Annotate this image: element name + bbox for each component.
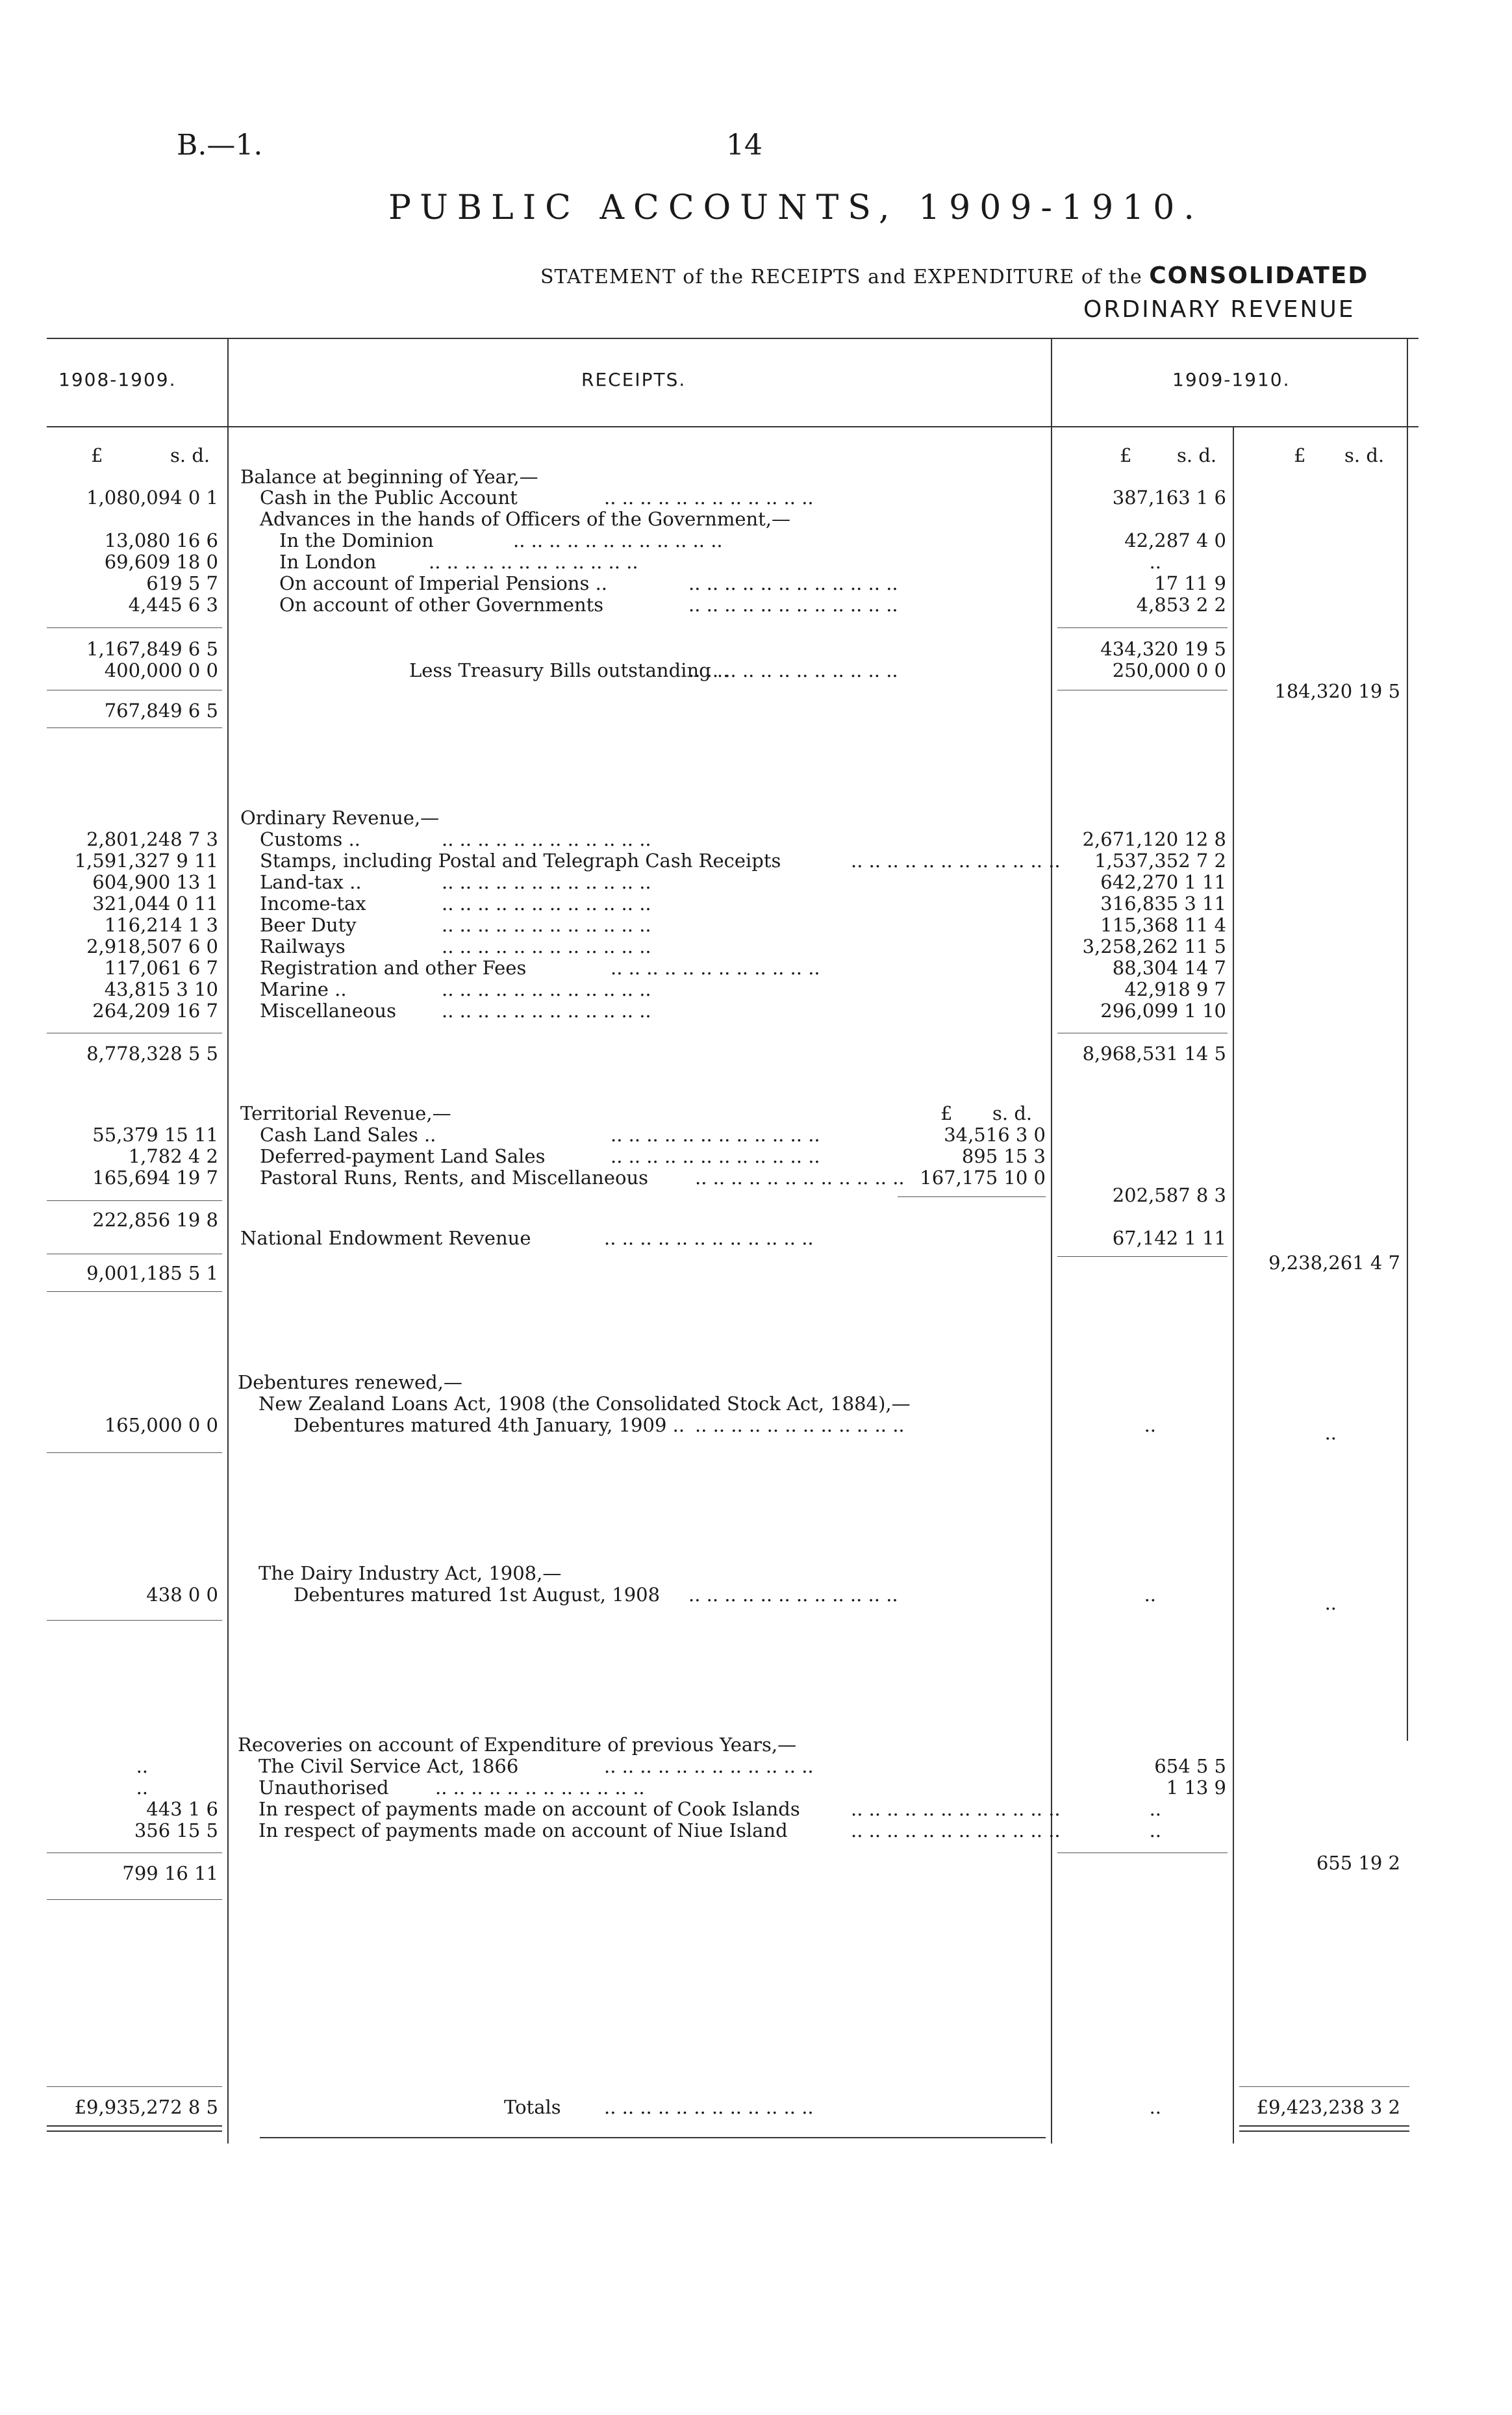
double-rule [47, 2125, 222, 2127]
customs-prev: 2,801,248 7 3 [86, 828, 218, 850]
customs-cur: 2,671,120 12 8 [1082, 828, 1226, 850]
railways-prev: 2,918,507 6 0 [86, 935, 218, 957]
leader-dots: .. .. .. .. .. .. .. .. .. .. .. .. [442, 1000, 651, 1022]
stamps-label: Stamps, including Postal and Telegraph Cash Receipts [260, 850, 781, 872]
rule [898, 1196, 1046, 1197]
leader-dots: .. .. .. .. .. .. .. .. .. .. .. .. [442, 871, 651, 893]
balance-net-total: 184,320 19 5 [1274, 680, 1400, 702]
totals-label: Totals [504, 2096, 561, 2118]
income-tax-label: Income-tax [260, 892, 366, 915]
unauthorised-label: Unauthorised [258, 1776, 389, 1799]
rule [1057, 1852, 1228, 1853]
cash-land-sub: 34,516 3 0 [944, 1124, 1046, 1146]
cash-land-label: Cash Land Sales .. [260, 1124, 436, 1146]
statement-bold: CONSOLIDATED [1149, 262, 1369, 289]
land-tax-cur: 642,270 1 11 [1100, 871, 1226, 893]
registration-label: Registration and other Fees [260, 957, 527, 979]
leader-dots: .. .. .. .. .. .. .. .. .. .. .. .. [442, 828, 651, 850]
left-pound-sign: £ [91, 444, 103, 466]
debentures-total: .. [1324, 1422, 1337, 1444]
rule [47, 2086, 222, 2087]
group-total: 9,238,261 4 7 [1268, 1252, 1400, 1274]
statement-heading [540, 262, 1368, 289]
pastoral-sub: 167,175 10 0 [920, 1167, 1046, 1189]
customs-label: Customs .. [260, 828, 360, 850]
leader-dots: .. .. .. .. .. .. .. .. .. .. .. .. [851, 1819, 1061, 1841]
treasury-cur: 250,000 0 0 [1112, 659, 1226, 681]
leader-dots: .. .. .. .. .. .. .. .. .. .. .. .. [442, 935, 651, 957]
left-column-divider [227, 338, 229, 2143]
ordinary-total-cur: 8,968,531 14 5 [1082, 1043, 1226, 1065]
sub-pound-sign: £ [940, 1102, 953, 1124]
civil-service-label: The Civil Service Act, 1866 [258, 1755, 519, 1777]
other-govts-prev: 4,445 6 3 [128, 594, 218, 616]
right-year-header: 1909-1910. [1172, 369, 1291, 390]
advances-heading: Advances in the hands of Officers of the Government,— [260, 508, 791, 530]
dairy-item: Debentures matured 1st August, 1908 [294, 1584, 661, 1606]
totals-cur: .. [1149, 2096, 1161, 2118]
niue-island-label: In respect of payments made on account of Niue Island [258, 1819, 788, 1841]
total-pound-sign: £ [1294, 444, 1306, 466]
rule [47, 1200, 222, 1201]
territorial-total-cur: 202,587 8 3 [1112, 1184, 1226, 1206]
balance-subtotal-cur: 434,320 19 5 [1100, 638, 1226, 660]
deferred-land-label: Deferred-payment Land Sales [260, 1145, 546, 1167]
niue-island-cur: .. [1149, 1819, 1161, 1841]
territorial-total-prev: 222,856 19 8 [92, 1209, 218, 1231]
nz-loans-act: New Zealand Loans Act, 1908 (the Consolidated Stock Act, 1884),— [258, 1393, 911, 1415]
dairy-act: The Dairy Industry Act, 1908,— [258, 1562, 562, 1584]
leader-dots: .. .. .. .. .. .. .. .. .. .. .. .. [611, 1124, 820, 1146]
recoveries-total: 655 19 2 [1316, 1852, 1400, 1874]
ordinary-heading: Ordinary Revenue,— [240, 807, 440, 829]
header-bottom-border [47, 426, 1418, 427]
cash-land-prev: 55,379 15 11 [92, 1124, 218, 1146]
cash-prev: 1,080,094 0 1 [86, 487, 218, 509]
right-border [1407, 338, 1408, 1741]
cash-label: Cash in the Public Account [260, 487, 518, 509]
right-sd: s. d. [1177, 444, 1217, 466]
other-govts-label: On account of other Governments [279, 594, 604, 616]
rule [1057, 627, 1228, 628]
totals-total: £9,423,238 3 2 [1256, 2096, 1400, 2118]
imperial-prev: 619 5 7 [146, 572, 218, 594]
dominion-prev: 13,080 16 6 [104, 529, 218, 551]
leader-dots: .. .. .. .. .. .. .. .. .. .. .. .. [611, 1145, 820, 1167]
london-cur: .. [1149, 551, 1161, 573]
statement-prefix: STATEMENT of the RECEIPTS and EXPENDITURE of the [540, 266, 1142, 288]
sub-sd: s. d. [992, 1102, 1033, 1124]
registration-cur: 88,304 14 7 [1112, 957, 1226, 979]
left-sd: s. d. [170, 444, 210, 466]
leader-dots: .. .. .. .. .. .. .. .. .. .. .. .. [851, 850, 1061, 872]
leader-dots: .. .. .. .. .. .. .. .. .. .. .. .. [688, 659, 898, 681]
leader-dots: .. .. .. .. .. .. .. .. .. .. .. .. [429, 551, 638, 573]
left-year-header: 1908-1909. [58, 369, 177, 390]
treasury-prev: 400,000 0 0 [104, 659, 218, 681]
table-top-border [47, 338, 1418, 339]
recoveries-total-prev: 799 16 11 [122, 1862, 218, 1884]
marine-cur: 42,918 9 7 [1124, 978, 1226, 1000]
income-tax-prev: 321,044 0 11 [92, 892, 218, 915]
double-rule [1239, 2131, 1409, 2132]
land-tax-label: Land-tax .. [260, 871, 362, 893]
leader-dots: .. .. .. .. .. .. .. .. .. .. .. .. [604, 2096, 814, 2118]
railways-label: Railways [260, 935, 346, 957]
treasury-label: Less Treasury Bills outstanding .. [409, 659, 729, 681]
double-rule [1239, 2125, 1409, 2127]
leader-dots: .. .. .. .. .. .. .. .. .. .. .. .. [611, 957, 820, 979]
leader-dots: .. .. .. .. .. .. .. .. .. .. .. .. [604, 487, 814, 509]
leader-dots: .. .. .. .. .. .. .. .. .. .. .. .. [604, 1755, 814, 1777]
other-govts-cur: 4,853 2 2 [1136, 594, 1226, 616]
dairy-prev: 438 0 0 [146, 1584, 218, 1606]
cook-islands-cur: .. [1149, 1798, 1161, 1820]
deferred-land-sub: 895 15 3 [961, 1145, 1046, 1167]
rule [47, 627, 222, 628]
leader-dots: .. .. .. .. .. .. .. .. .. .. .. .. [688, 1584, 898, 1606]
territorial-heading: Territorial Revenue,— [240, 1102, 451, 1124]
receipts-header: RECEIPTS. [581, 369, 687, 390]
rule [47, 1620, 222, 1621]
civil-service-prev: .. [136, 1755, 148, 1777]
recoveries-heading: Recoveries on account of Expenditure of previous Years,— [238, 1734, 797, 1756]
debentures-heading: Debentures renewed,— [238, 1371, 462, 1393]
leader-dots: .. .. .. .. .. .. .. .. .. .. .. .. [442, 978, 651, 1000]
niue-island-prev: 356 15 5 [134, 1819, 218, 1841]
london-label: In London [279, 551, 377, 573]
debentures-cur: .. [1144, 1414, 1156, 1436]
land-tax-prev: 604,900 13 1 [92, 871, 218, 893]
dominion-cur: 42,287 4 0 [1124, 529, 1226, 551]
rule [47, 1852, 222, 1853]
group-total-prev: 9,001,185 5 1 [86, 1262, 218, 1284]
stamps-cur: 1,537,352 7 2 [1094, 850, 1226, 872]
cash-cur: 387,163 1 6 [1112, 487, 1226, 509]
marine-label: Marine .. [260, 978, 347, 1000]
cook-islands-prev: 443 1 6 [146, 1798, 218, 1820]
rule [260, 2137, 1046, 2138]
leader-dots: .. .. .. .. .. .. .. .. .. .. .. .. [442, 892, 651, 915]
registration-prev: 117,061 6 7 [104, 957, 218, 979]
statement-subtitle: ORDINARY REVENUE [1083, 296, 1355, 323]
debentures-prev: 165,000 0 0 [104, 1414, 218, 1436]
marine-prev: 43,815 3 10 [104, 978, 218, 1000]
leader-dots: .. .. .. .. .. .. .. .. .. .. .. .. [695, 1167, 905, 1189]
railways-cur: 3,258,262 11 5 [1082, 935, 1226, 957]
dominion-label: In the Dominion [279, 529, 434, 551]
rule [1239, 2086, 1409, 2087]
dairy-cur: .. [1144, 1584, 1156, 1606]
miscellaneous-label: Miscellaneous [260, 1000, 396, 1022]
leader-dots: .. .. .. .. .. .. .. .. .. .. .. .. [604, 1227, 814, 1249]
rule [1057, 1256, 1228, 1257]
balance-heading: Balance at beginning of Year,— [240, 466, 538, 488]
page-title: PUBLIC ACCOUNTS, 1909-1910. [388, 188, 1203, 227]
beer-duty-label: Beer Duty [260, 914, 357, 936]
right-pound-sign: £ [1120, 444, 1132, 466]
balance-net-prev: 767,849 6 5 [104, 700, 218, 722]
page-number: 14 [726, 129, 762, 162]
beer-duty-cur: 115,368 11 4 [1100, 914, 1226, 936]
leader-dots: .. .. .. .. .. .. .. .. .. .. .. .. [442, 914, 651, 936]
imperial-cur: 17 11 9 [1154, 572, 1226, 594]
stamps-prev: 1,591,327 9 11 [74, 850, 218, 872]
dairy-total: .. [1324, 1592, 1337, 1614]
cook-islands-label: In respect of payments made on account of Cook Islands [258, 1798, 800, 1820]
leader-dots: .. .. .. .. .. .. .. .. .. .. .. .. [688, 594, 898, 616]
income-tax-cur: 316,835 3 11 [1100, 892, 1226, 915]
civil-service-cur: 654 5 5 [1154, 1755, 1226, 1777]
imperial-label: On account of Imperial Pensions .. [279, 572, 608, 594]
document-code: B.—1. [177, 129, 263, 162]
leader-dots: .. .. .. .. .. .. .. .. .. .. .. .. [688, 572, 898, 594]
balance-subtotal-prev: 1,167,849 6 5 [86, 638, 218, 660]
miscellaneous-prev: 264,209 16 7 [92, 1000, 218, 1022]
total-column-divider [1233, 426, 1234, 2143]
pastoral-prev: 165,694 19 7 [92, 1167, 218, 1189]
unauthorised-cur: 1 13 9 [1166, 1776, 1226, 1799]
right-column-divider [1051, 338, 1052, 2143]
london-prev: 69,609 18 0 [104, 551, 218, 573]
beer-duty-prev: 116,214 1 3 [104, 914, 218, 936]
rule [47, 1291, 222, 1292]
leader-dots: .. .. .. .. .. .. .. .. .. .. .. .. [695, 1414, 905, 1436]
deferred-land-prev: 1,782 4 2 [128, 1145, 218, 1167]
pastoral-label: Pastoral Runs, Rents, and Miscellaneous [260, 1167, 648, 1189]
double-rule [47, 2131, 222, 2132]
rule [47, 727, 222, 728]
leader-dots: .. .. .. .. .. .. .. .. .. .. .. .. [851, 1798, 1061, 1820]
totals-prev: £9,935,272 8 5 [74, 2096, 218, 2118]
leader-dots: .. .. .. .. .. .. .. .. .. .. .. .. [435, 1776, 645, 1799]
rule [47, 1452, 222, 1453]
endowment-label: National Endowment Revenue [240, 1227, 531, 1249]
unauthorised-prev: .. [136, 1776, 148, 1799]
endowment-cur: 67,142 1 11 [1112, 1227, 1226, 1249]
leader-dots: .. .. .. .. .. .. .. .. .. .. .. .. [513, 529, 723, 551]
ordinary-total-prev: 8,778,328 5 5 [86, 1043, 218, 1065]
total-sd: s. d. [1344, 444, 1385, 466]
debentures-item: Debentures matured 4th January, 1909 .. [294, 1414, 685, 1436]
rule [47, 1899, 222, 1900]
miscellaneous-cur: 296,099 1 10 [1100, 1000, 1226, 1022]
